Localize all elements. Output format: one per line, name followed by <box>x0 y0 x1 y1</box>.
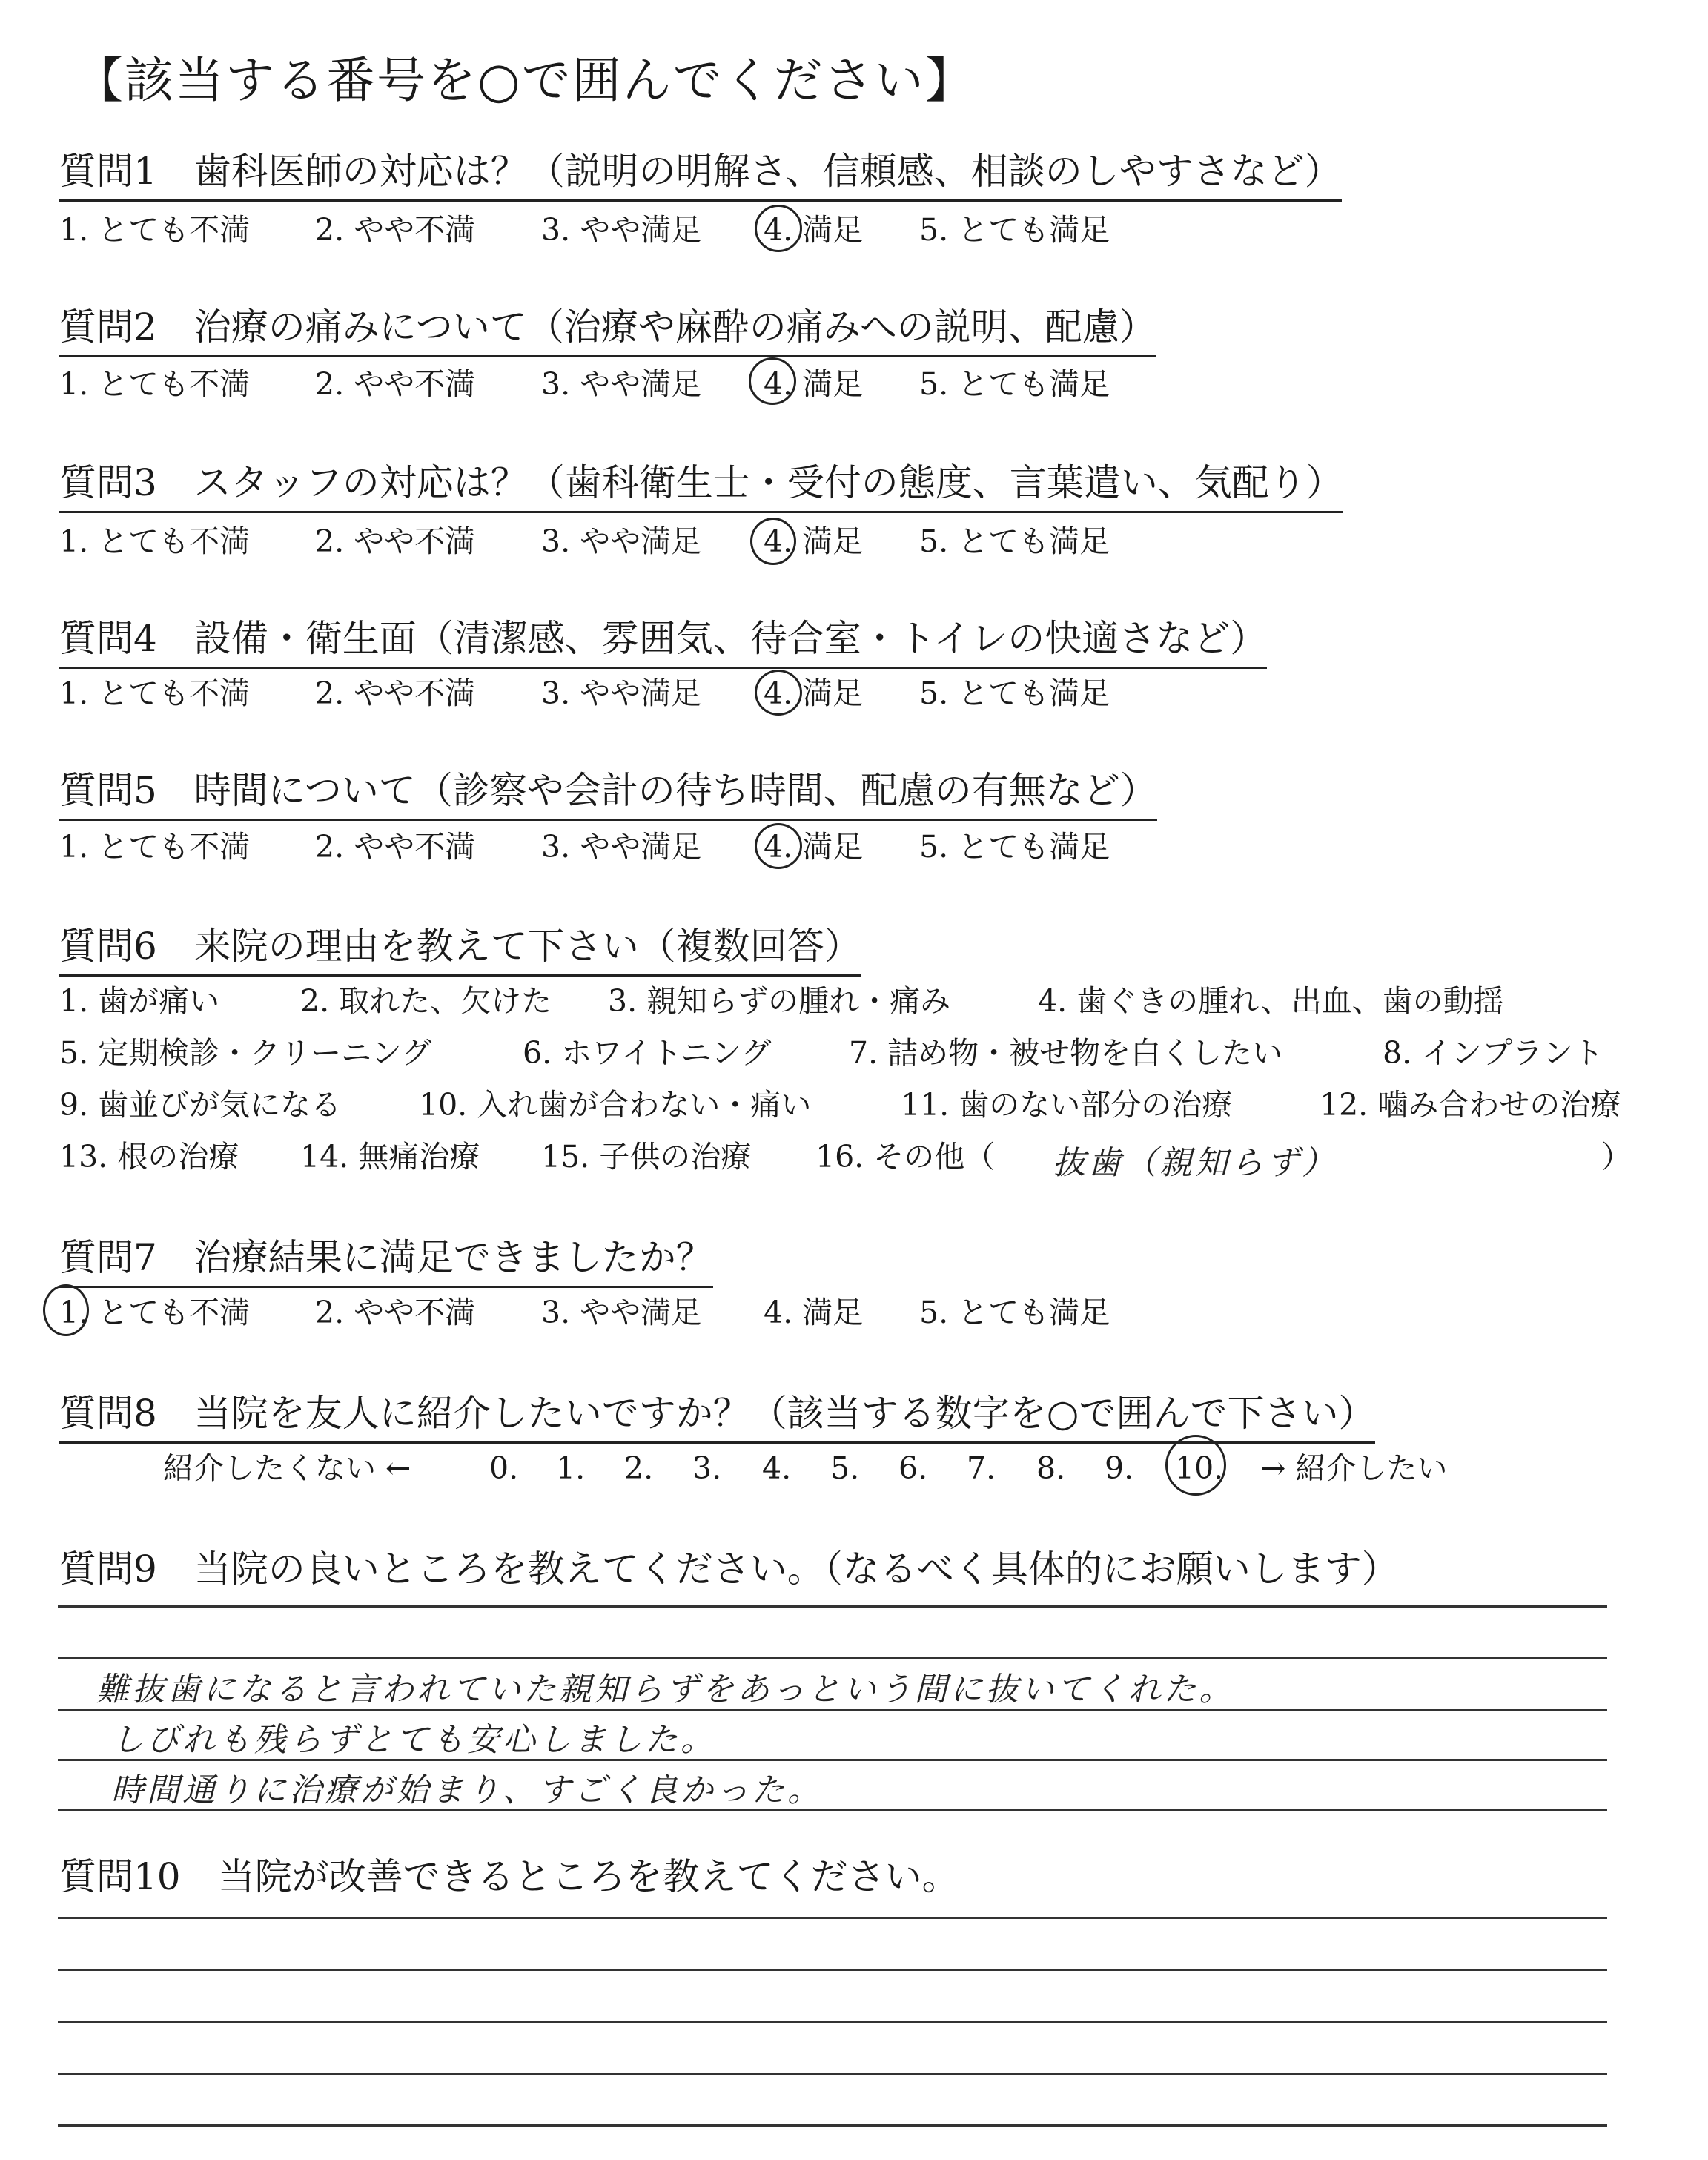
answer-line <box>58 2073 1607 2075</box>
option-4[interactable]: 4. 満足 <box>764 366 864 402</box>
option-2[interactable]: 2. やや不満 <box>315 212 476 248</box>
reason-option[interactable]: 14. 無痛治療 <box>300 1139 480 1175</box>
option-4[interactable]: 4. 満足 <box>764 1295 864 1330</box>
scale-right-label: → 紹介したい <box>1260 1450 1448 1486</box>
q9-answer-line-2[interactable]: しびれも残らずとても安心しました。 <box>111 1721 716 1759</box>
question-10-title: 質問10 当院が改善できるところを教えてください。 <box>59 1855 959 1898</box>
other-close-paren: ） <box>1601 1139 1632 1175</box>
option-2[interactable]: 2. やや不満 <box>315 829 476 865</box>
question-4-title: 質問4 設備・衛生面（清潔感、雰囲気、待合室・トイレの快適さなど） <box>59 612 1267 669</box>
page-header: 【該当する番号を○で囲んでください】 <box>74 52 976 109</box>
question-8-title: 質問8 当院を友人に紹介したいですか？（該当する数字を○で囲んで下さい） <box>59 1387 1375 1444</box>
option-3[interactable]: 3. やや満足 <box>541 676 702 711</box>
option-5[interactable]: 5. とても満足 <box>919 366 1110 402</box>
reason-option[interactable]: 10. 入れ歯が合わない・痛い <box>419 1087 812 1123</box>
option-5[interactable]: 5. とても満足 <box>919 524 1110 559</box>
option-3[interactable]: 3. やや満足 <box>541 524 702 559</box>
reason-option[interactable]: 9. 歯並びが気になる <box>59 1087 342 1123</box>
question-1-title: 質問1 歯科医師の対応は？（説明の明解さ、信頼感、相談のしやすさなど） <box>59 145 1342 202</box>
q9-answer-line-3[interactable]: 時間通りに治療が始まり、すごく良かった。 <box>111 1771 823 1809</box>
reason-option[interactable]: 1. 歯が痛い <box>59 983 220 1019</box>
scale-option-1[interactable]: 1. <box>556 1450 586 1486</box>
reason-option[interactable]: 8. インプラント <box>1383 1035 1604 1071</box>
question-6-title: 質問6 来院の理由を教えて下さい（複数回答） <box>59 919 861 977</box>
option-3[interactable]: 3. やや満足 <box>541 829 702 865</box>
option-4[interactable]: 4. 満足 <box>764 212 864 248</box>
other-handwritten-answer[interactable]: 抜歯（親知らず） <box>1053 1144 1337 1182</box>
reason-option[interactable]: 3. 親知らずの腫れ・痛み <box>608 983 951 1019</box>
answer-line <box>58 1657 1607 1659</box>
option-5[interactable]: 5. とても満足 <box>919 676 1110 711</box>
option-1[interactable]: 1. とても不満 <box>59 1295 251 1330</box>
question-9-title: 質問9 当院の良いところを教えてください。（なるべく具体的にお願いします） <box>59 1548 1399 1591</box>
scale-option-2[interactable]: 2. <box>624 1450 654 1486</box>
option-3[interactable]: 3. やや満足 <box>541 366 702 402</box>
scale-option-9[interactable]: 9. <box>1105 1450 1134 1486</box>
option-1[interactable]: 1. とても不満 <box>59 829 251 865</box>
option-5[interactable]: 5. とても満足 <box>919 829 1110 865</box>
option-4[interactable]: 4. 満足 <box>764 524 864 559</box>
reason-option[interactable]: 7. 詰め物・被せ物を白くしたい <box>849 1035 1283 1071</box>
reason-option[interactable]: 15. 子供の治療 <box>541 1139 752 1175</box>
reason-option-other[interactable]: 16. その他（ <box>815 1139 996 1175</box>
scale-option-3[interactable]: 3. <box>692 1450 722 1486</box>
scale-option-6[interactable]: 6. <box>898 1450 928 1486</box>
reason-option[interactable]: 12. 噛み合わせの治療 <box>1320 1087 1621 1123</box>
option-2[interactable]: 2. やや不満 <box>315 1295 476 1330</box>
scale-option-7[interactable]: 7. <box>967 1450 996 1486</box>
scale-left-label: 紹介したくない ← <box>163 1450 411 1486</box>
question-3-title: 質問3 スタッフの対応は？（歯科衛生士・受付の態度、言葉遣い、気配り） <box>59 456 1343 513</box>
reason-option[interactable]: 2. 取れた、欠けた <box>300 983 552 1019</box>
option-5[interactable]: 5. とても満足 <box>919 1295 1110 1330</box>
reason-option[interactable]: 6. ホワイトニング <box>523 1035 772 1071</box>
option-2[interactable]: 2. やや不満 <box>315 676 476 711</box>
reason-option[interactable]: 13. 根の治療 <box>59 1139 239 1175</box>
option-1[interactable]: 1. とても不満 <box>59 676 251 711</box>
answer-line <box>58 2124 1607 2127</box>
option-2[interactable]: 2. やや不満 <box>315 524 476 559</box>
scale-option-10[interactable]: 10. <box>1175 1450 1224 1486</box>
option-4[interactable]: 4. 満足 <box>764 676 864 711</box>
answer-line <box>58 1605 1607 1608</box>
question-5-title: 質問5 時間について（診察や会計の待ち時間、配慮の有無など） <box>59 764 1157 821</box>
q9-answer-line-1[interactable]: 難抜歯になると言われていた親知らずをあっという間に抜いてくれた。 <box>96 1671 1235 1708</box>
option-3[interactable]: 3. やや満足 <box>541 212 702 248</box>
reason-option[interactable]: 11. 歯のない部分の治療 <box>901 1087 1233 1123</box>
option-4[interactable]: 4. 満足 <box>764 829 864 865</box>
reason-option[interactable]: 5. 定期検診・クリーニング <box>59 1035 432 1071</box>
scale-option-5[interactable]: 5. <box>830 1450 860 1486</box>
option-1[interactable]: 1. とても不満 <box>59 366 251 402</box>
answer-line <box>58 1917 1607 1919</box>
option-1[interactable]: 1. とても不満 <box>59 212 251 248</box>
option-1[interactable]: 1. とても不満 <box>59 524 251 559</box>
option-5[interactable]: 5. とても満足 <box>919 212 1110 248</box>
scale-option-8[interactable]: 8. <box>1036 1450 1066 1486</box>
option-2[interactable]: 2. やや不満 <box>315 366 476 402</box>
reason-option[interactable]: 4. 歯ぐきの腫れ、出血、歯の動揺 <box>1038 983 1504 1019</box>
question-2-title: 質問2 治療の痛みについて（治療や麻酔の痛みへの説明、配慮） <box>59 300 1156 357</box>
answer-line <box>58 2021 1607 2023</box>
scale-option-0[interactable]: 0. <box>489 1450 519 1486</box>
option-3[interactable]: 3. やや満足 <box>541 1295 702 1330</box>
answer-line <box>58 1969 1607 1971</box>
question-7-title: 質問7 治療結果に満足できましたか？ <box>59 1231 713 1288</box>
scale-option-4[interactable]: 4. <box>762 1450 792 1486</box>
